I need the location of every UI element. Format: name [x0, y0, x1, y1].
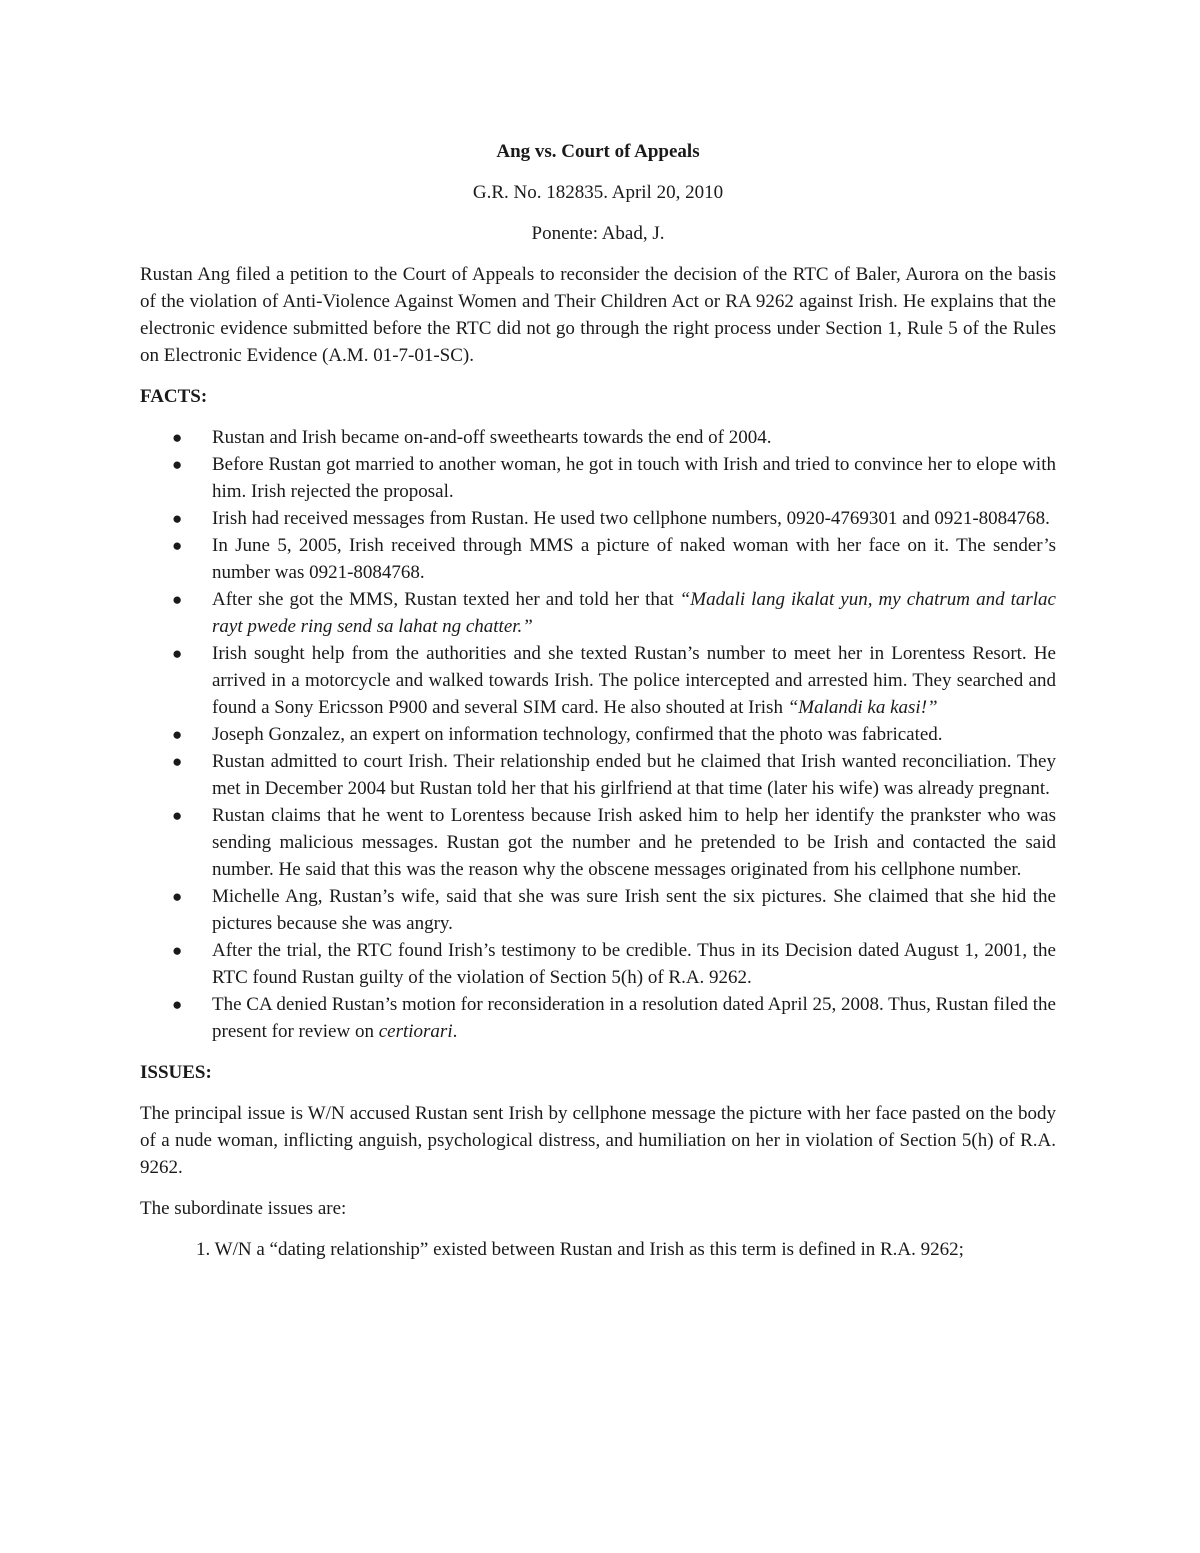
document-page: [140, 138, 1056, 1277]
bullet-icon: ●: [172, 995, 183, 1014]
bullet-icon: ●: [172, 941, 183, 960]
subordinate-issue-1: 1. W/N a “dating relationship” existed between Rustan and Irish as this term is defined in R.A. 9262;: [196, 1239, 964, 1260]
bullet-icon: ●: [172, 806, 183, 825]
ponente-line: Ponente: Abad, J.: [531, 223, 665, 244]
principal-issue-paragraph: The principal issue is W/N accused Rustan sent Irish by cellphone message the picture with her face pasted on the body of a nude woman, inflicting anguish, psychological distress, and humiliation on her in violation of Section 5(h) of R.A. 9262.: [140, 1103, 1056, 1178]
quoted-text: “Madali lang ikalat yun, my chatrum and tarlac rayt pwede ring send sa lahat ng chatter.”: [212, 589, 1056, 637]
quoted-text: “Malandi ka kasi!”: [787, 697, 938, 718]
bullet-icon: ●: [172, 428, 183, 447]
fact-item: ● Joseph Gonzalez, an expert on information technology, confirmed that the photo was fabricated.: [140, 721, 1056, 748]
issues-heading: ISSUES:: [140, 1062, 212, 1083]
fact-item: ● Irish had received messages from Rustan. He used two cellphone numbers, 0920-4769301 and 0921-8084768.: [140, 505, 1056, 532]
fact-item: ● After the trial, the RTC found Irish’s testimony to be credible. Thus in its Decision dated August 1, 2001, the RTC found Rustan guilty of the violation of Section 5(h) of R.A. 9262.: [140, 937, 1056, 991]
bullet-icon: ●: [172, 725, 183, 744]
fact-item: ● Michelle Ang, Rustan’s wife, said that she was sure Irish sent the six pictures. She claimed that she hid the pictures because she was angry.: [140, 883, 1056, 937]
fact-item: ● Rustan admitted to court Irish. Their relationship ended but he claimed that Irish wanted reconciliation. They met in December 2004 but Rustan told her that his girlfriend at that time (later his wife) was already pregnant.: [140, 748, 1056, 802]
fact-item: ● In June 5, 2005, Irish received through MMS a picture of naked woman with her face on it. The sender’s number was 0921-8084768.: [140, 532, 1056, 586]
bullet-icon: ●: [172, 752, 183, 771]
facts-list: [140, 424, 1056, 1045]
fact-item: ● After she got the MMS, Rustan texted her and told her that “Madali lang ikalat yun, my chatrum and tarlac rayt pwede ring send sa lahat ng chatter.”: [140, 586, 1056, 640]
bullet-icon: ●: [172, 887, 183, 906]
bullet-icon: ●: [172, 509, 183, 528]
fact-item: ● The CA denied Rustan’s motion for reconsideration in a resolution dated April 25, 2008. Thus, Rustan filed the present for review on certiorari.: [140, 991, 1056, 1045]
fact-item: ● Irish sought help from the authorities and she texted Rustan’s number to meet her in Lorentess Resort. He arrived in a motorcycle and walked towards Irish. The police intercepted and arrested him. They searched and found a Sony Ericsson P900 and several SIM card. He also shouted at Irish “Malandi ka kasi!”: [140, 640, 1056, 721]
bullet-icon: ●: [172, 644, 183, 663]
bullet-icon: ●: [172, 536, 183, 555]
fact-item: ● Rustan claims that he went to Lorentess because Irish asked him to help her identify the prankster who was sending malicious messages. Rustan got the number and he pretended to be Irish and contacted the said number. He said that this was the reason why the obscene messages originated from his cellphone number.: [140, 802, 1056, 883]
case-title: Ang vs. Court of Appeals: [496, 141, 700, 162]
intro-paragraph: Rustan Ang filed a petition to the Court of Appeals to reconsider the decision of the RTC of Baler, Aurora on the basis of the violation of Anti-Violence Against Women and Their Children Act or RA 9262 against Irish. He explains that the electronic evidence submitted before the RTC did not go through the right process under Section 1, Rule 5 of the Rules on Electronic Evidence (A.M. 01-7-01-SC).: [140, 264, 1056, 366]
subordinate-intro: The subordinate issues are:: [140, 1198, 347, 1219]
bullet-icon: ●: [172, 590, 183, 609]
fact-item: ● Rustan and Irish became on-and-off sweethearts towards the end of 2004.: [140, 424, 1056, 451]
bullet-icon: ●: [172, 455, 183, 474]
facts-heading: FACTS:: [140, 386, 208, 407]
fact-item: ● Before Rustan got married to another woman, he got in touch with Irish and tried to convince her to elope with him. Irish rejected the proposal.: [140, 451, 1056, 505]
gr-number-line: G.R. No. 182835. April 20, 2010: [472, 182, 724, 203]
italic-term: certiorari: [378, 1021, 453, 1042]
